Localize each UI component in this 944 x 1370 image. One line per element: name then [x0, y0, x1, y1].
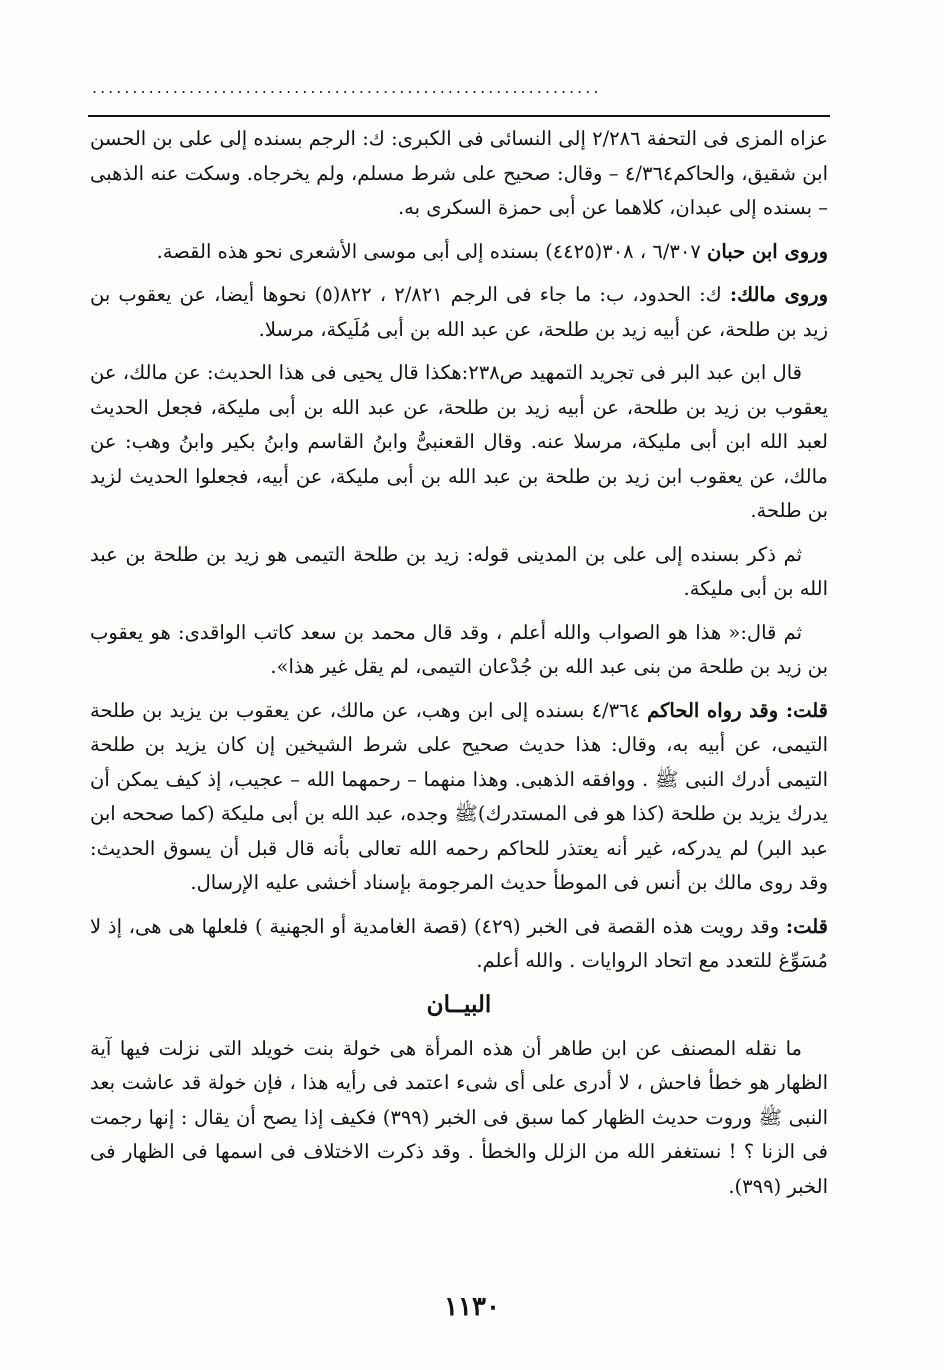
paragraph-6 [90, 616, 828, 685]
header-rule [88, 115, 830, 117]
paragraph-1-text: عزاه المزى فى التحفة ٢/٢٨٦ إلى النسائى فى الكبرى: ك: الرجم بسنده إلى على بن الحسن ابن شقيق، والحاكم٤/٣٦٤ – وقال: صحيح على شرط مسلم، ولم يخرجاه. وسكت عنه الذهبى – بسنده إلى عبدان، كلاهما عن أبى حمزة السكرى به. [90, 127, 829, 219]
paragraph-3 [90, 278, 828, 347]
page-number: ١١٣٠ [444, 1292, 500, 1322]
paragraph-5 [90, 538, 828, 607]
paragraph-7-text: ٤/٣٦٤ بسنده إلى ابن وهب، عن مالك، عن يعقوب بن يزيد بن طلحة التيمى، عن أبيه به، وقال: هذا حديث صحيح على شرط الشيخين إن كان يزيد بن طلحة التيمى أدرك النبى ﷺ . ووافقه الذهبى. وهذا منهما – رحمهما الله – عجيب، إذ كيف يمكن أن يدرك يزيد بن طلحة (كذا هو فى المستدرك)ﷺ وجده، عبد الله بن أبى مليكة (كما صححه ابن عبد البر) لم يدركه، غير أنه يعتذر للحاكم رحمه الله تعالى بأنه قال قبل أن يسوق الحديث: وقد روى مالك بن أنس فى الموطأ حديث المرجومة بإسناد أخشى عليه الإرسال. [90, 698, 828, 894]
paragraph-7 [90, 694, 828, 901]
paragraph-4-text: قال ابن عبد البر فى تجريد التمهيد ص٢٣٨:هكذا قال يحيى فى هذا الحديث: عن مالك، عن يعقوب بن زيد بن طلحة، عن أبيه زيد بن طلحة، عن عبد الله بن أبى مليكة، فجعل الحديث لعبد الله ابن أبى مليكة، مرسلا عنه. وقال القعنبىُّ وابنُ القاسم وابنُ بكير وابنُ وهب: عن مالك، عن يعقوب ابن زيد بن طلحة بن عبد الله بن أبى مليكة، عن أبيه، فجعلوا الحديث لزيد بن طلحة. [90, 361, 828, 522]
paragraph-3-text: ك: الحدود، ب: ما جاء فى الرجم ٢/٨٢١ ، ٨٢٢(٥) نحوها أيضا، عن يعقوب بن زيد بن طلحة، عن أبيه زيد بن طلحة، عن عبد الله بن أبى مُلَيكة، مرسلا. [90, 283, 828, 341]
paragraph-8-text: وقد رويت هذه القصة فى الخبر (٤٢٩) (قصة الغامدية أو الجهنية ) فلعلها هى هى، إذ لا مُسَوِّغ للتعدد مع اتحاد الروايات . والله أعلم. [90, 914, 828, 972]
paragraph-2 [90, 235, 828, 270]
paragraph-1 [90, 122, 828, 226]
paragraph-3-lead: وروى مالك: [729, 283, 828, 306]
paragraph-8-lead: قلت: [785, 914, 828, 938]
paragraph-4 [90, 356, 828, 529]
document-body [90, 122, 828, 1213]
section-title: البيــان [426, 990, 492, 1018]
paragraph-2-lead: وروى ابن حبان [707, 239, 828, 263]
section-paragraph: ما نقله المصنف عن ابن طاهر أن هذه المرأة هى خولة بنت خويلد التى نزلت فيها آية الظهار هو خطأ فاحش ، لا أدرى على أى شىء اعتمد فى رأيه هذا ، فإن خولة قد عاشت بعد النبى ﷺ وروت حديث الظهار كما سبق فى الخبر (٣٩٩) فكيف إذا يصح أن يقال : إنها رجمت فى الزنا ؟ ! نستغفر الله من الزلل والخطأ . وقد ذكرت الاختلاف فى اسمها فى الظهار فى الخبر (٣٩٩). [90, 1036, 829, 1198]
paragraph-5-text: ثم ذكر بسنده إلى على بن المدينى قوله: زيد بن طلحة التيمى هو زيد بن طلحة بن عبد الله بن أبى مليكة. [90, 542, 828, 600]
paragraph-2-text: ٦/٣٠٧ ، ٣٠٨(٤٤٢٥) بسنده إلى أبى موسى الأشعرى نحو هذه القصة. [156, 239, 708, 263]
paragraph-8 [90, 910, 828, 979]
header-dotted-line: ............................................................... [92, 78, 602, 97]
paragraph-7-lead: قلت: وقد رواه الحاكم [647, 698, 828, 722]
paragraph-6-text: ثم قال:« هذا هو الصواب والله أعلم ، وقد قال محمد بن سعد كاتب الواقدى: هو يعقوب بن زيد بن طلحة من بنى عبد الله بن جُدْعان التيمى، لم يقل غير هذا». [90, 620, 828, 678]
